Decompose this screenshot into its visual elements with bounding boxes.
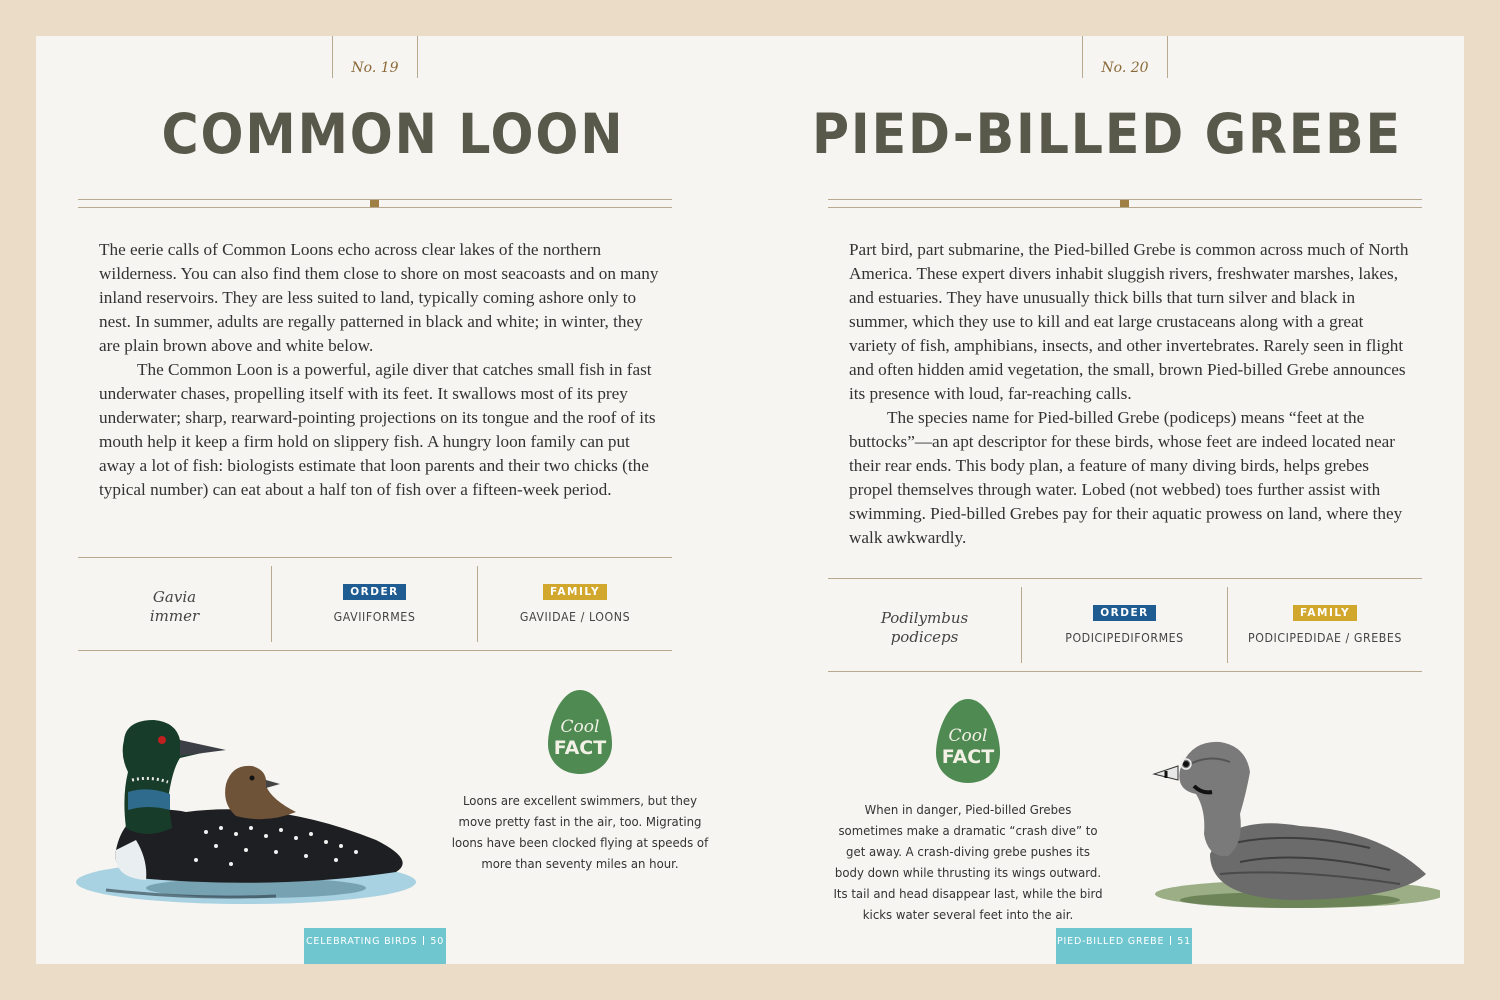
species: podiceps [890,628,959,646]
page-number: 51 [1177,936,1191,947]
family-value: GAVIIDAE / LOONS [519,610,631,624]
family-cell [1228,587,1422,663]
number-tab [332,36,418,78]
family-value: PODICIPEDIDAE / GREBES [1248,631,1402,645]
body-text [99,238,659,502]
footer-tab [1056,928,1192,964]
genus: Podilymbus [880,609,969,627]
paragraph: The species name for Pied-billed Grebe (podiceps) means “feet at the buttocks”—an apt descriptor for these birds, whose feet are indeed located near their rear ends. This body plan, a feature of many diving birds, helps grebes propel themselves through water. Lobed (not webbed) toes further assist with swimming. Pied-billed Grebes pay for their aquatic prowess on land, where they walk awkwardly. [849,408,1403,547]
family-badge: FAMILY [543,584,607,600]
cool-fact-text: When in danger, Pied-billed Grebes sometimes make a dramatic “crash dive” to get away. A crash-diving grebe pushes its body down while thrusting its wings outward. Its tail and head disappear last, while the bird kicks water several feet into the air. [833,802,1103,922]
page-title: PIED-BILLED GREBE [812,102,1402,166]
scientific-name [828,587,1021,663]
footer-tab [304,928,446,964]
divider-dot [370,200,379,207]
right-page [750,36,1464,964]
species: immer [149,607,200,625]
cool-fact-egg-icon [548,688,612,774]
paragraph: Part bird, part submarine, the Pied-billed Grebe is common across much of North America. These expert divers inhabit sluggish rivers, freshwater marshes, lakes, and estuaries. They have unusually thick bills that turn silver and black in summer, which they use to kill and eat large crustaceans along with a great variety of fish, amphibians, insects, and other invertebrates. Rarely seen in flight and often hidden amid vegetation, the small, brown Pied-billed Grebe announces its presence with loud, far-reaching calls. [849,240,1409,403]
entry-number: No. 20 [1101,60,1149,76]
body-text [849,238,1409,550]
order-value: GAVIIFORMES [333,610,416,624]
common-loon-illustration [76,700,428,912]
footer-section: PIED-BILLED GREBE [1057,936,1165,947]
cool-fact-egg-icon [936,697,1000,783]
order-cell [271,566,478,642]
order-badge: ORDER [1093,605,1156,621]
footer-section: CELEBRATING BIRDS [305,936,418,947]
title-divider [828,199,1422,208]
paragraph: The Common Loon is a powerful, agile diver that catches small fish in fast underwater chases, propelling itself with its feet. It swallows most of its prey underwater; sharp, rearward-pointing projections on its tongue and the roof of its mouth help it keep a firm hold on slippery fish. A hungry loon family can put away a lot of fish: biologists estimate that loon parents and their two chicks (the typical number) can eat about a half ton of fish over a fifteen-week period. [99,360,656,499]
cool-fact-text: Loons are excellent swimmers, but they move pretty fast in the air, too. Migrating loons have been clocked flying at speeds of more than seventy miles an hour. [451,793,709,871]
page-number: 50 [430,936,445,947]
fact-label: FACT [941,746,995,768]
page-title: COMMON LOON [161,102,625,166]
divider-dot [1120,200,1129,207]
order-value: PODICIPEDIFORMES [1065,631,1184,645]
scientific-name [78,566,271,642]
family-cell [478,566,672,642]
number-tab [1082,36,1168,78]
entry-number: No. 19 [351,60,399,76]
paragraph: The eerie calls of Common Loons echo across clear lakes of the northern wilderness. You can also find them close to shore on most seacoasts and on many inland reservoirs. They are less suited to land, typically coming ashore only to nest. In summer, adults are regally patterned in black and white; in winter, they are plain brown above and white below. [99,240,659,355]
family-badge: FAMILY [1293,605,1357,621]
book-spread [36,36,1464,964]
taxonomy-bar [828,578,1422,672]
left-page [36,36,750,964]
order-badge: ORDER [343,584,406,600]
cool-label: Cool [948,726,988,746]
genus: Gavia [152,588,197,606]
order-cell [1021,587,1228,663]
taxonomy-bar [78,557,672,651]
cool-label: Cool [560,717,600,737]
pied-billed-grebe-illustration [1150,734,1440,914]
fact-label: FACT [553,737,607,759]
title-divider [78,199,672,208]
